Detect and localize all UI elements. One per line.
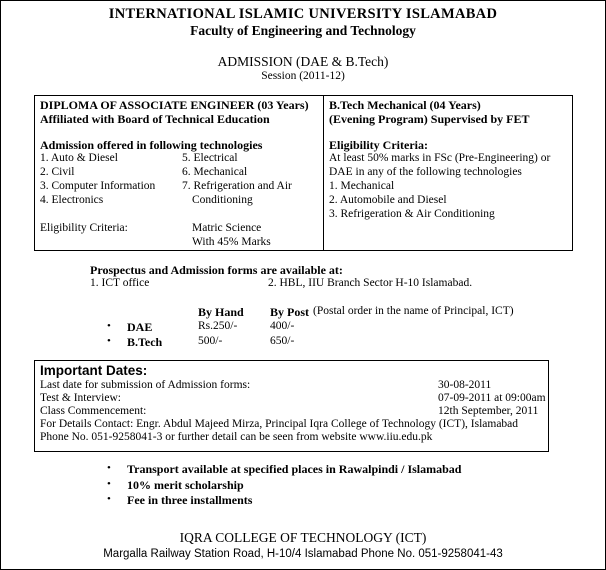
btech-eligibility-line1: At least 50% marks in FSc (Pre-Engineering) or <box>329 152 551 164</box>
date-label-commencement: Class Commencement: <box>40 405 147 417</box>
date-value-commencement: 12th September, 2011 <box>438 405 539 417</box>
btech-eligibility-heading: Eligibility Criteria: <box>329 138 428 152</box>
btech-eligibility-line2: DAE in any of the following technologies <box>329 166 522 178</box>
fee-by-post-note: (Postal order in the name of Principal, ICT) <box>313 305 514 317</box>
dae-title: DIPLOMA OF ASSOCIATE ENGINEER (03 Years) <box>40 98 309 112</box>
bullet-icon: • <box>107 320 111 332</box>
fee-btech-by-post: 650/- <box>270 335 295 347</box>
important-dates-box <box>34 360 549 452</box>
fee-program-dae: DAE <box>127 320 153 334</box>
date-value-test: 07-09-2011 at 09:00am <box>438 392 546 404</box>
bullet-icon: • <box>107 335 111 347</box>
admission-title: ADMISSION (DAE & B.Tech) <box>217 54 389 69</box>
bullet-icon: • <box>107 493 111 505</box>
dae-tech-2: 2. Civil <box>40 166 75 178</box>
fee-by-hand-header: By Hand <box>198 305 244 319</box>
dae-tech-1: 1. Auto & Diesel <box>40 152 118 164</box>
btech-tech-3: 3. Refrigeration & Air Conditioning <box>329 208 495 220</box>
fee-by-post-header: By Post <box>270 305 309 319</box>
feature-scholarship: 10% merit scholarship <box>127 478 244 492</box>
bullet-icon: • <box>107 462 111 474</box>
dae-tech-7: 7. Refrigeration and Air <box>182 180 292 192</box>
dae-tech-5: 5. Electrical <box>182 152 238 164</box>
dae-tech-3: 3. Computer Information <box>40 180 156 192</box>
date-label-test: Test & Interview: <box>40 392 121 404</box>
dae-affiliation: Affiliated with Board of Technical Education <box>40 112 270 126</box>
fee-dae-by-post: 400/- <box>270 320 295 332</box>
fee-btech-by-hand: 500/- <box>198 335 223 347</box>
dae-tech-7-cont: Conditioning <box>192 194 253 206</box>
important-dates-heading: Important Dates: <box>40 363 148 378</box>
dae-tech-6: 6. Mechanical <box>182 166 248 178</box>
dae-eligibility-line2: With 45% Marks <box>192 236 271 248</box>
dae-offered-heading: Admission offered in following technologies <box>40 138 263 152</box>
date-value-submission: 30-08-2011 <box>438 379 492 391</box>
session: Session (2011-12) <box>261 70 345 82</box>
feature-transport: Transport available at specified places in Rawalpindi / Islamabad <box>127 462 462 476</box>
fee-dae-by-hand: Rs.250/- <box>198 320 238 332</box>
prospectus-location-2: 2. HBL, IIU Branch Sector H-10 Islamabad. <box>268 277 473 289</box>
faculty-name: Faculty of Engineering and Technology <box>190 23 416 38</box>
contact-line-1: For Details Contact: Engr. Abdul Majeed Mirza, Principal Iqra College of Technology (ICT), Islamabad <box>40 418 519 430</box>
bullet-icon: • <box>107 478 111 490</box>
programs-box <box>34 95 573 251</box>
programs-divider <box>323 96 324 250</box>
college-address: Margalla Railway Station Road, H-10/4 Islamabad Phone No. 051-9258041-43 <box>103 548 503 560</box>
prospectus-location-1: 1. ICT office <box>90 277 150 289</box>
dae-eligibility-label: Eligibility Criteria: <box>40 222 128 234</box>
dae-eligibility-line1: Matric Science <box>192 222 262 234</box>
btech-subtitle: (Evening Program) Supervised by FET <box>329 112 530 126</box>
contact-line-2: Phone No. 051-9258041-3 or further detail can be seen from website www.iiu.edu.pk <box>40 431 433 443</box>
date-label-submission: Last date for submission of Admission forms: <box>40 379 251 391</box>
feature-installments: Fee in three installments <box>127 493 253 507</box>
dae-tech-4: 4. Electronics <box>40 194 104 206</box>
btech-tech-2: 2. Automobile and Diesel <box>329 194 447 206</box>
prospectus-heading: Prospectus and Admission forms are available at: <box>90 263 343 277</box>
university-name: INTERNATIONAL ISLAMIC UNIVERSITY ISLAMABAD <box>108 6 498 22</box>
college-name: IQRA COLLEGE OF TECHNOLOGY (ICT) <box>179 530 427 545</box>
btech-tech-1: 1. Mechanical <box>329 180 395 192</box>
btech-title: B.Tech Mechanical (04 Years) <box>329 98 481 112</box>
fee-program-btech: B.Tech <box>127 335 163 349</box>
